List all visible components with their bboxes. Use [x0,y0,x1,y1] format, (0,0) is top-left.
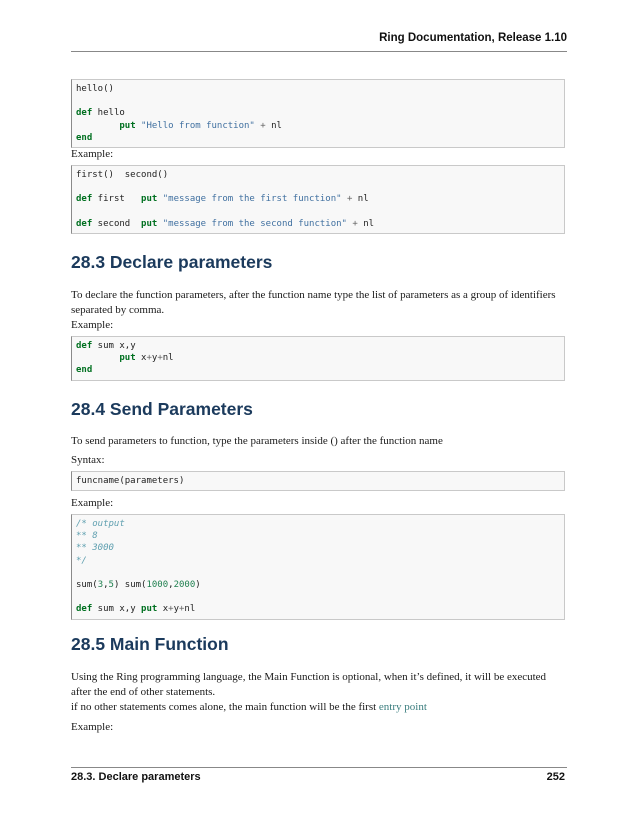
code-line: def hello [76,108,125,119]
code-line: end [76,365,93,376]
code-line: def sum x,y [76,341,136,351]
section-heading-main-function: 28.5 Main Function [71,634,229,654]
main-description-entry [71,700,567,715]
code-line: first() second() [76,170,169,180]
code-line [76,567,560,579]
syntax-label: Syntax: [71,454,105,466]
entry-point-link[interactable]: entry point [378,701,427,713]
example-label: Example: [71,497,114,509]
code-line: def first put "message from the first function" + nl [76,194,369,205]
code-line: funcname(parameters) [76,476,185,486]
code-line: ** 8 [76,531,98,542]
running-header: Ring Documentation, Release 1.10 [379,32,567,44]
footer-divider [71,767,567,768]
code-line [76,95,560,107]
main-description-text: if no other statements comes alone, the main function will be the first [71,701,379,713]
code-block-first-second [71,165,565,234]
code-block-funcname [71,471,565,491]
send-description: To send parameters to function, type the parameters inside () after the function name [71,435,443,447]
example-label: Example: [71,721,114,733]
code-line: put x+y+nl [119,353,174,364]
code-line: hello() [76,84,114,94]
example-label: Example: [71,319,114,331]
code-line: put "Hello from function" + nl [119,120,282,131]
code-line: def sum x,y put x+y+nl [76,604,196,615]
footer-section-title: 28.3. Declare parameters [71,771,201,783]
code-line: */ [76,555,87,566]
example-label: Example: [71,148,114,160]
code-line: /* output [76,519,125,529]
declare-description: To declare the function parameters, after the function name type the list of parameters as a group of identifiers separated by comma. [71,289,556,316]
page-number: 252 [546,771,565,783]
code-block-hello [71,79,565,148]
section-heading-send-parameters: 28.4 Send Parameters [71,399,253,419]
header-divider [71,51,567,52]
section-heading-declare-parameters: 28.3 Declare parameters [71,252,273,272]
code-line: sum(3,5) sum(1000,2000) [76,579,201,590]
main-description: Using the Ring programming language, the Main Function is optional, when it’s defined, it will be executed after the end of other statements. [71,671,547,698]
code-line: ** 3000 [76,543,114,554]
code-line: end [76,132,93,143]
code-block-sum-example [71,514,565,620]
code-line [76,181,560,193]
code-line [76,206,560,218]
code-block-sum-def [71,336,565,381]
code-line: def second put "message from the second function" + nl [76,218,375,229]
code-line [76,591,560,603]
